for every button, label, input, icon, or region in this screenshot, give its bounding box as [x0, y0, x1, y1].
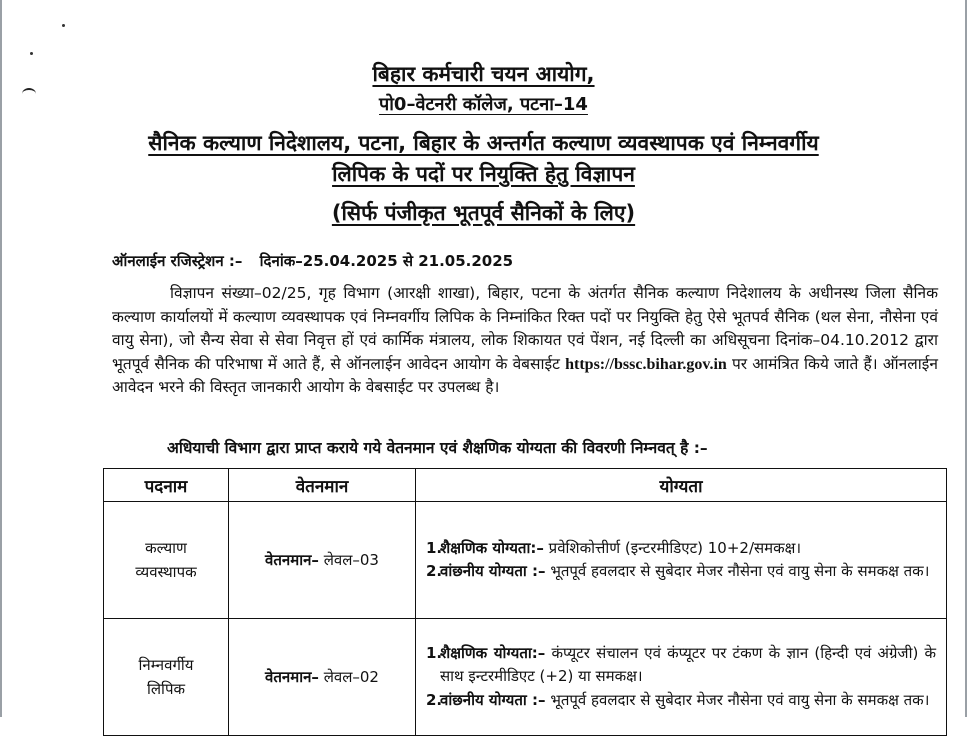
org-address: पो0–वेटनरी कॉलेज, पटना–14 — [379, 94, 588, 115]
header-qualification: योग्यता — [416, 469, 947, 502]
post-cell: कल्याण व्यवस्थापक — [104, 502, 229, 619]
advertisement-heading: सैनिक कल्याण निदेशालय, पटना, बिहार के अन्तर्गत कल्याण व्यवस्थापक एवं निम्नवर्गीय लिपिक के पदों पर नियुक्ति हेतु विज्ञापन — [148, 131, 819, 186]
registration-label: ऑनलाईन रजिस्ट्रेशन :– — [112, 252, 243, 270]
qualification-item: 2. वांछनीय योग्यता :– भूतपूर्व हवलदार से सुबेदार मेजर नौसेना एवं वायु सेना के समकक्ष तक। — [426, 562, 930, 580]
pay-scale-cell: वेतनमान– लेवल–02 — [229, 619, 416, 736]
table-header-row — [104, 469, 947, 502]
scan-speck — [30, 52, 33, 55]
table-row — [104, 502, 947, 619]
scan-speck — [62, 24, 65, 27]
qualification-item: 1. शैक्षणिक योग्यता:– कंप्यूटर संचालन एवं कंप्यूटर पर टंकण के ज्ञान (हिन्दी एवं अंग्रेजी) के साथ इन्टरमीडिएट (+2) या समकक्ष। — [426, 643, 936, 686]
qualification-item: 2. वांछनीय योग्यता :– भूतपूर्व हवलदार से सुबेदार मेजर नौसेना एवं वायु सेना के समकक्ष तक। — [426, 690, 930, 709]
table-intro: अधियाची विभाग द्वारा प्राप्त कराये गये वेतनमान एवं शैक्षणिक योग्यता की विवरणी निम्नवत् है :– — [167, 439, 708, 457]
qualification-cell — [416, 502, 947, 619]
registration-dates: दिनांक–25.04.2025 से 21.05.2025 — [259, 252, 514, 270]
website-link[interactable]: https://bssc.bihar.gov.in — [565, 355, 727, 373]
org-name: बिहार कर्मचारी चयन आयोग, — [372, 62, 595, 86]
registration-line — [112, 251, 513, 271]
table-row — [104, 619, 947, 736]
header-pay-scale: वेतनमान — [229, 469, 416, 502]
advertisement-subheading: (सिर्फ पंजीकृत भूतपूर्व सैनिकों के लिए) — [331, 201, 636, 225]
qualification-item: 1. शैक्षणिक योग्यता:– प्रवेशिकोत्तीर्ण (इन्टरमीडिएट) 10+2/समकक्ष। — [426, 538, 802, 557]
body-paragraph: विज्ञापन संख्या–02/25, गृह विभाग (आरक्षी शाखा), बिहार, पटना के अंतर्गत सैनिक कल्याण निदेशालय के अधीनस्थ जिला सैनिक कल्याण कार्यालयों में कल्याण व्यवस्थापक एवं निम्नवर्गीय लिपिक के निम्नांकित रिक्त पदों पर नियुक्ति हेतु ऐसे भूतपर्व सैनिक (थल सेना, नौसेना एवं वायु सेना), जो सैन्य सेवा से सेवा निवृत्त हों एवं कार्मिक मंत्रालय, लोक शिकायत एवं पेंशन, नई दिल्ली का अधिसूचना दिनांक–04.10.2012 द्वारा भूतपूर्व सैनिक की परिभाषा में आते हैं, से ऑनलाईन आवेदन आयोग के वेबसाईट https://bssc.bihar.gov.in पर आमंत्रित किये जाते हैं। ऑनलाईन आवेदन भरने की विस्तृत जानकारी आयोग के वेबसाईट पर उपलब्ध है। — [112, 284, 938, 396]
qualification-cell — [416, 619, 947, 736]
post-cell: निम्नवर्गीय लिपिक — [104, 619, 229, 736]
details-table — [103, 468, 947, 736]
header-post: पदनाम — [104, 469, 229, 502]
pay-scale-cell: वेतनमान– लेवल–03 — [229, 502, 416, 619]
